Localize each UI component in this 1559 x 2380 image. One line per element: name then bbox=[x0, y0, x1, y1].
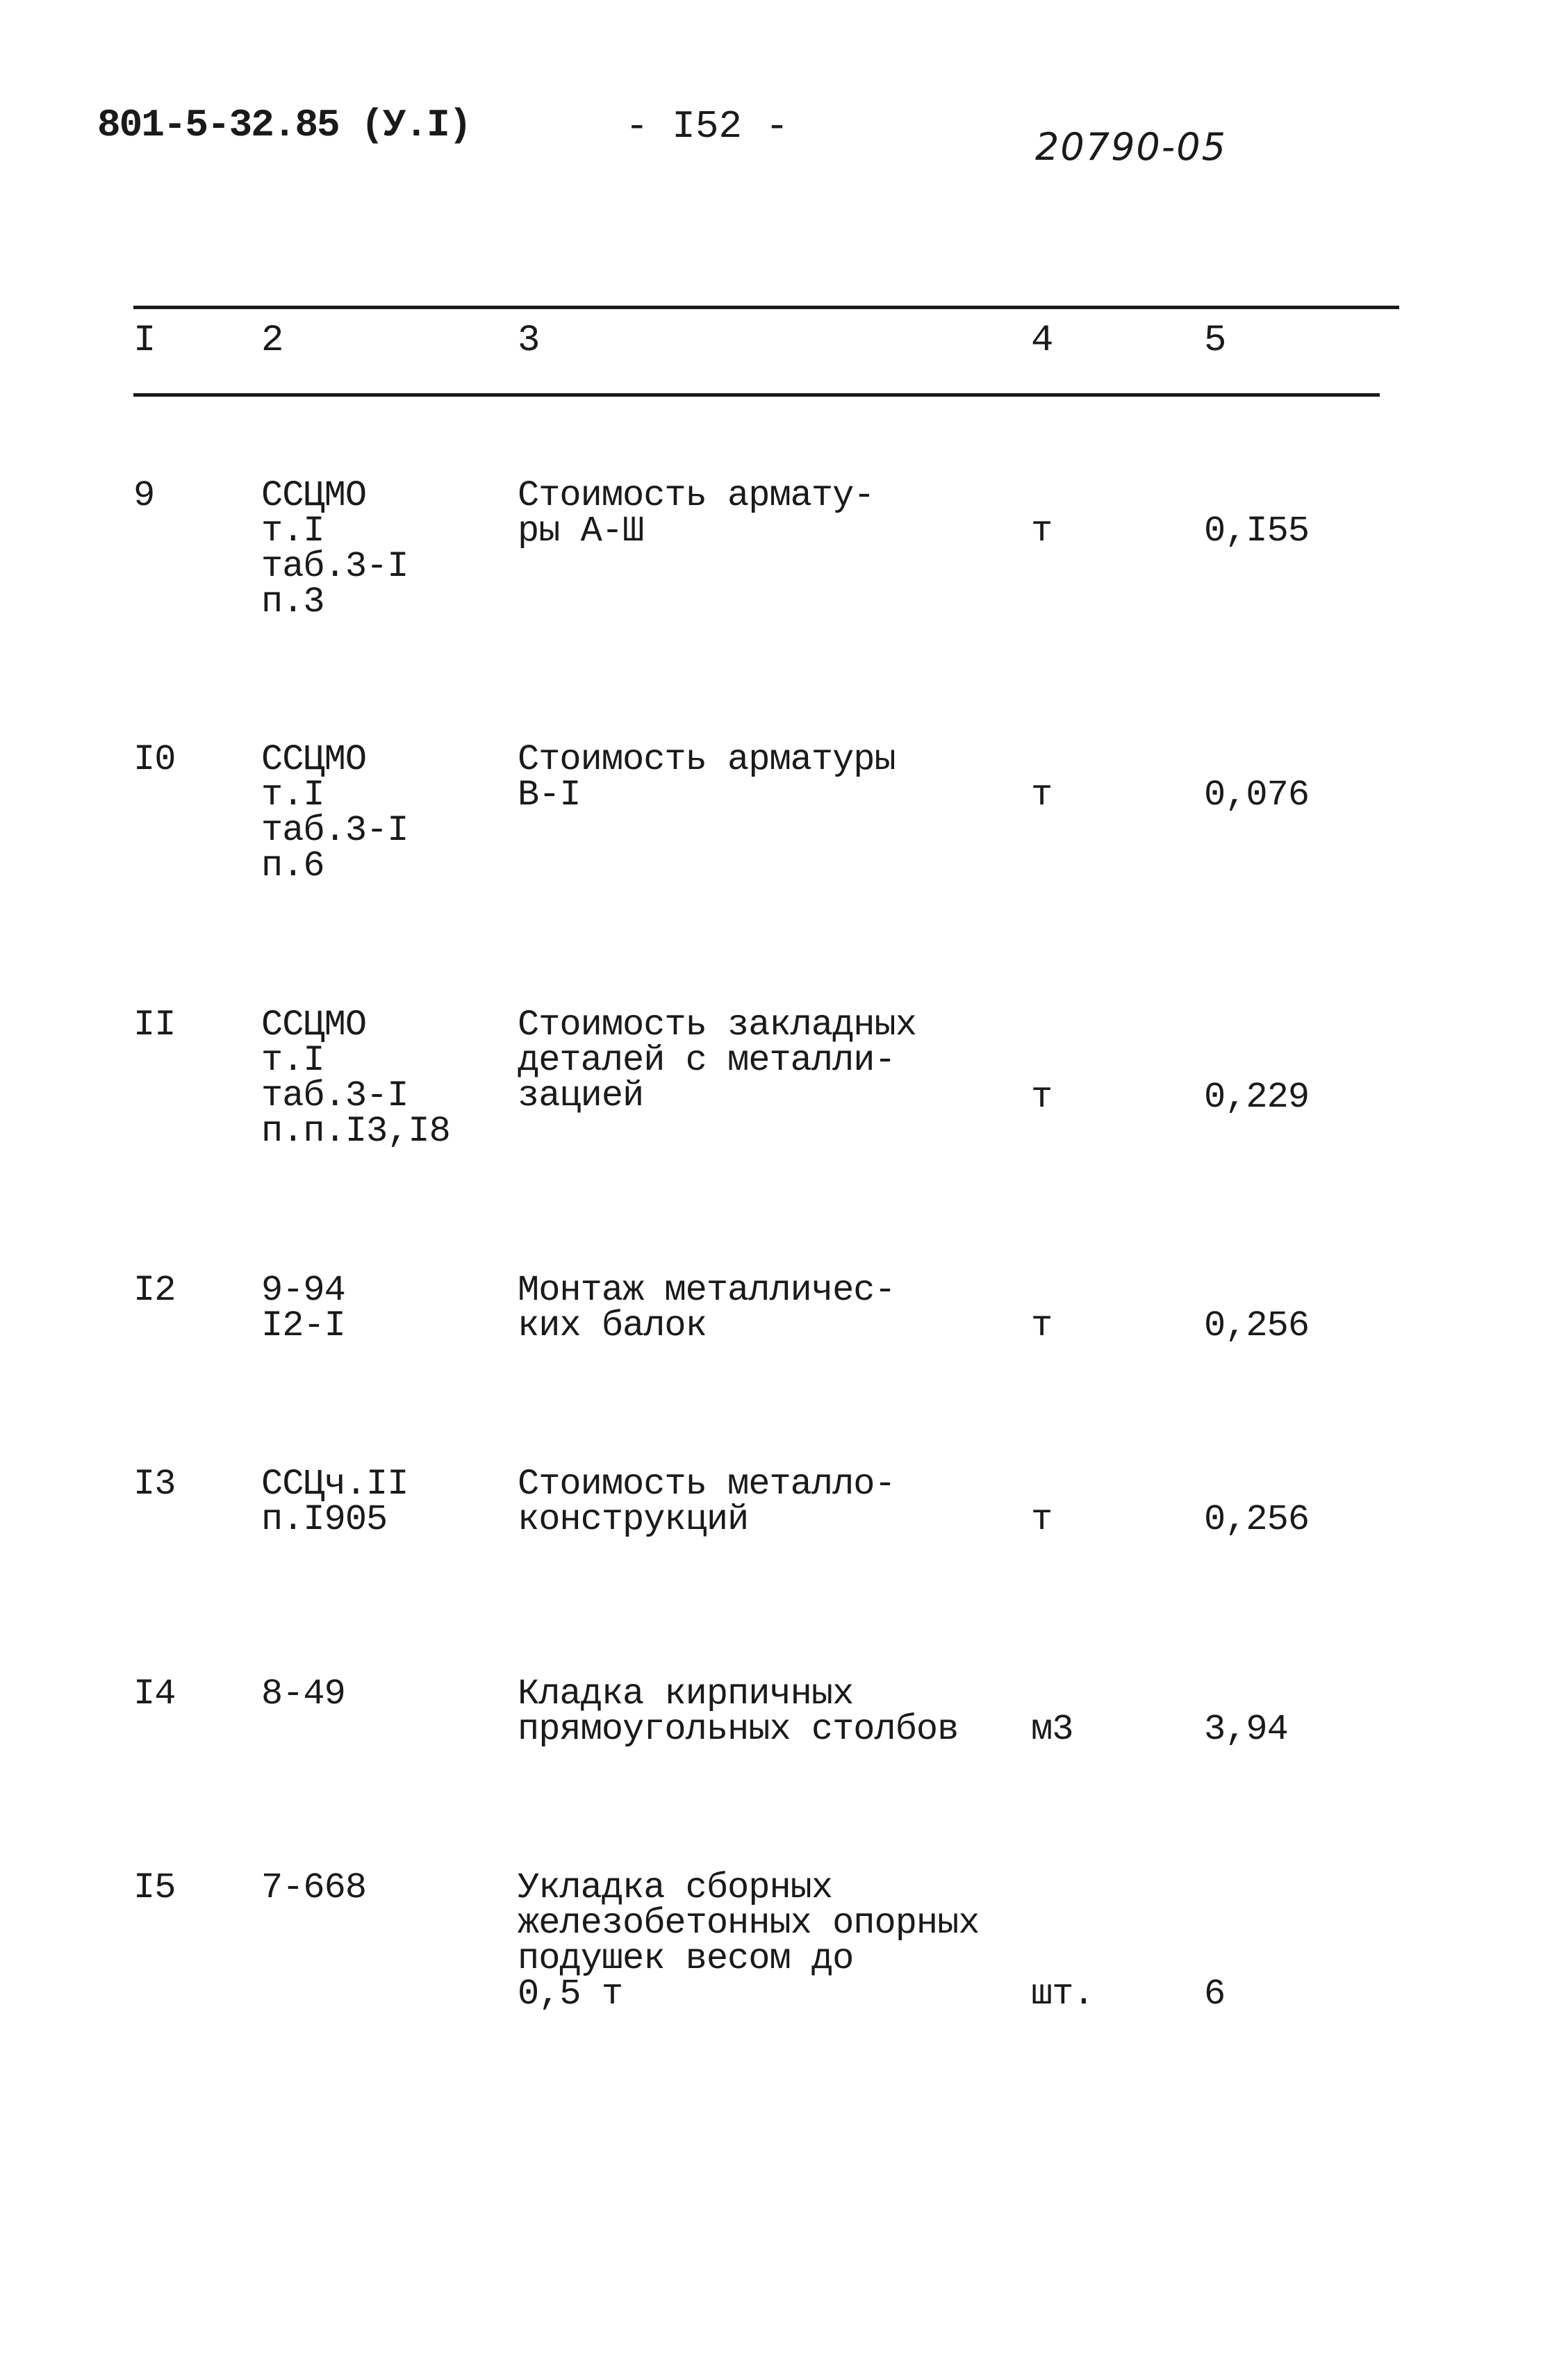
description-line: Стоимость армату- bbox=[518, 475, 875, 516]
row-unit: шт. bbox=[1031, 1974, 1094, 2015]
reference-line: I2-I bbox=[261, 1305, 345, 1346]
description-line: деталей с металли- bbox=[518, 1040, 896, 1081]
row-number: I0 bbox=[133, 739, 176, 780]
row-description bbox=[518, 1674, 959, 1750]
row-quantity: 0,076 bbox=[1204, 775, 1310, 816]
description-line: В-I bbox=[518, 775, 581, 816]
row-unit: м3 bbox=[1031, 1709, 1073, 1750]
stamp-number: 20790-05 bbox=[1035, 125, 1227, 169]
reference-line: 8-49 bbox=[261, 1674, 345, 1714]
description-line: Монтаж металличес- bbox=[518, 1270, 896, 1311]
row-unit: т bbox=[1031, 1305, 1053, 1346]
row-quantity: 6 bbox=[1204, 1974, 1226, 2015]
row-number: 9 bbox=[133, 475, 155, 516]
reference-line: т.I bbox=[261, 1040, 324, 1081]
reference-line: т.I bbox=[261, 775, 324, 816]
reference-line: 9-94 bbox=[261, 1270, 345, 1311]
row-reference bbox=[261, 1005, 450, 1152]
description-line: Стоимость арматуры bbox=[518, 739, 896, 780]
description-line: 0,5 т bbox=[518, 1974, 623, 2015]
row-unit: т bbox=[1031, 1499, 1053, 1540]
row-unit: т bbox=[1031, 1077, 1053, 1118]
reference-line: п.I905 bbox=[261, 1499, 388, 1540]
reference-line: п.п.I3,I8 bbox=[261, 1111, 450, 1152]
row-quantity: 0,256 bbox=[1204, 1499, 1310, 1540]
row-description bbox=[518, 1007, 916, 1114]
reference-line: ССЦМО bbox=[261, 739, 367, 780]
reference-line: таб.3-I bbox=[261, 810, 409, 851]
description-line: Кладка кирпичных bbox=[518, 1674, 854, 1714]
row-reference bbox=[261, 1676, 345, 1712]
row-description bbox=[518, 1464, 896, 1540]
row-reference bbox=[261, 475, 409, 622]
column-header-2: 2 bbox=[261, 320, 284, 362]
row-unit: т bbox=[1031, 775, 1053, 816]
row-description bbox=[518, 1867, 980, 2015]
row-quantity: 0,I55 bbox=[1204, 511, 1310, 552]
row-number: II bbox=[133, 1005, 176, 1046]
description-line: зацией bbox=[518, 1075, 644, 1116]
reference-line: ССЦМО bbox=[261, 1005, 367, 1046]
description-line: подушек весом до bbox=[518, 1938, 854, 1979]
column-header-5: 5 bbox=[1204, 320, 1227, 362]
row-unit: т bbox=[1031, 511, 1053, 552]
description-line: Стоимость закладных bbox=[518, 1005, 916, 1046]
description-line: Стоимость металло- bbox=[518, 1464, 896, 1505]
reference-line: 7-668 bbox=[261, 1867, 367, 1908]
table-header-rule bbox=[133, 393, 1380, 397]
column-header-4: 4 bbox=[1031, 320, 1054, 362]
row-description bbox=[518, 475, 875, 552]
row-number: I2 bbox=[133, 1270, 176, 1311]
row-reference bbox=[261, 739, 409, 886]
description-line: ры А-Ш bbox=[518, 511, 644, 552]
column-header-3: 3 bbox=[518, 320, 541, 362]
row-number: I5 bbox=[133, 1867, 176, 1908]
column-header-1: I bbox=[133, 320, 156, 362]
row-reference bbox=[261, 1867, 367, 1908]
doc-code: 801-5-32.85 (У.I) bbox=[97, 103, 471, 147]
table-top-rule bbox=[133, 306, 1399, 309]
reference-line: ССЦч.II bbox=[261, 1464, 409, 1505]
row-number: I4 bbox=[133, 1674, 176, 1714]
description-line: железобетонных опорных bbox=[518, 1903, 980, 1944]
row-description bbox=[518, 739, 896, 816]
row-quantity: 0,256 bbox=[1204, 1305, 1310, 1346]
reference-line: таб.3-I bbox=[261, 546, 409, 587]
row-quantity: 3,94 bbox=[1204, 1709, 1288, 1750]
row-number: I3 bbox=[133, 1464, 176, 1505]
row-quantity: 0,229 bbox=[1204, 1077, 1310, 1118]
description-line: Укладка сборных bbox=[518, 1867, 833, 1908]
description-line: прямоугольных столбов bbox=[518, 1709, 959, 1750]
reference-line: таб.3-I bbox=[261, 1075, 409, 1116]
reference-line: ССЦМО bbox=[261, 475, 367, 516]
reference-line: п.6 bbox=[261, 845, 324, 886]
page-number: - I52 - bbox=[625, 104, 789, 149]
description-line: ких балок bbox=[518, 1305, 707, 1346]
description-line: конструкций bbox=[518, 1499, 749, 1540]
reference-line: п.3 bbox=[261, 581, 324, 622]
row-reference bbox=[261, 1464, 409, 1540]
row-description bbox=[518, 1270, 896, 1346]
reference-line: т.I bbox=[261, 511, 324, 552]
row-reference bbox=[261, 1270, 345, 1346]
